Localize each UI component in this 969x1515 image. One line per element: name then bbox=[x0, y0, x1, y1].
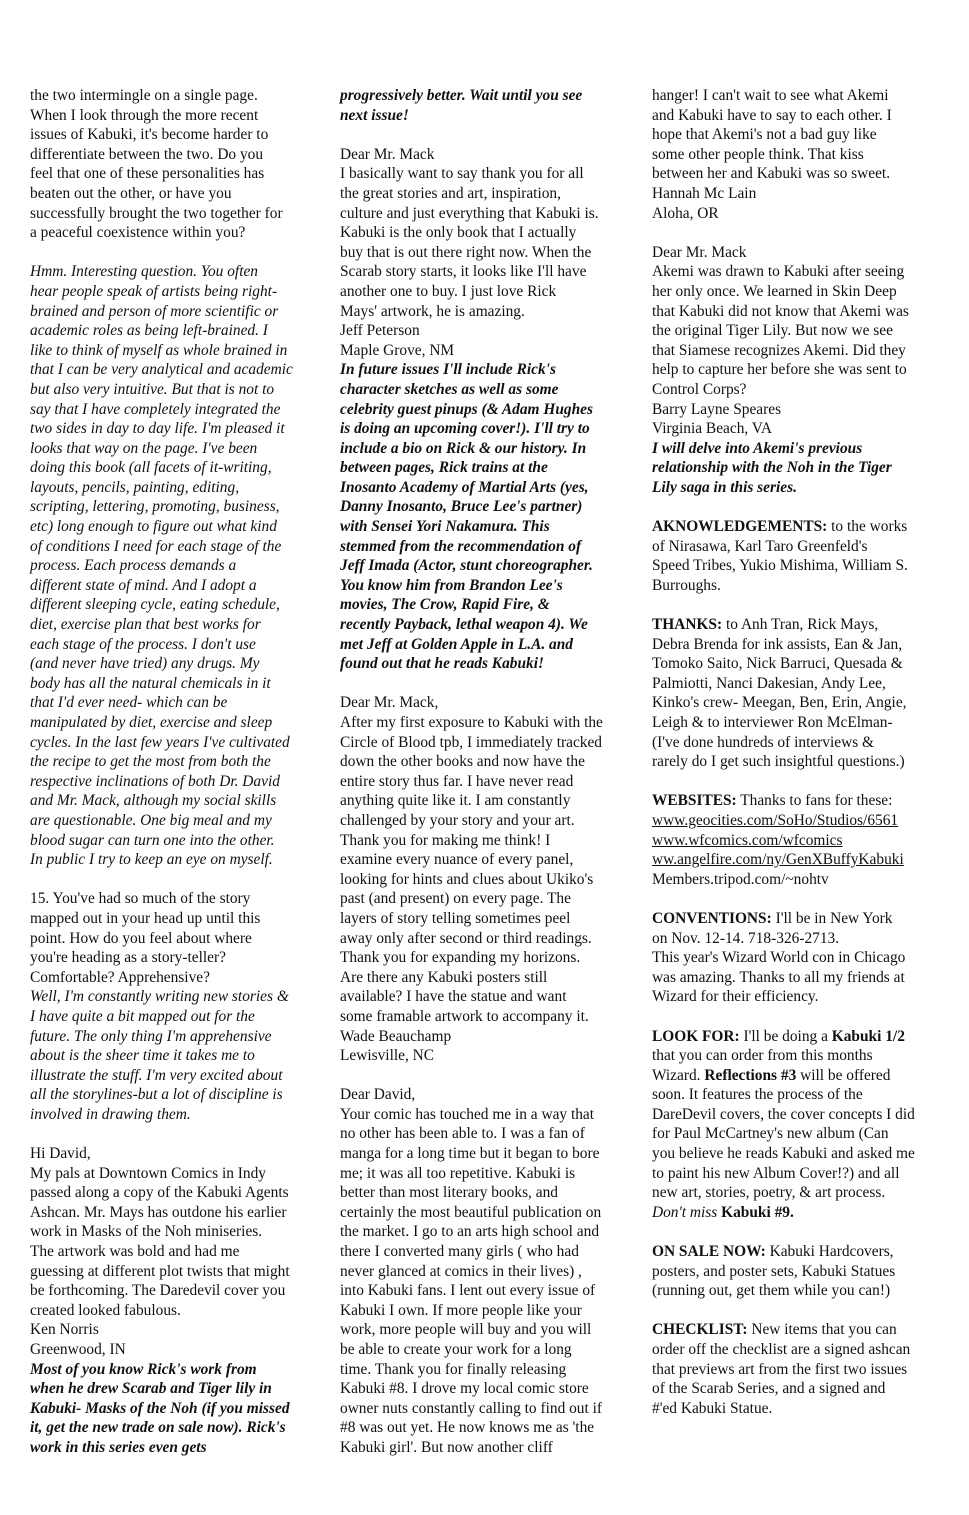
text-line: Well, I'm constantly writing new stories & bbox=[30, 988, 289, 1006]
text-line: different state of mind. And I adopt a bbox=[30, 576, 257, 594]
on-sale-section bbox=[652, 1242, 944, 1301]
text-line: Dear David, bbox=[340, 1086, 416, 1104]
text-line: Mays' artwork, he is amazing. bbox=[340, 302, 525, 320]
look-for-wizard: Wizard. bbox=[652, 1066, 705, 1084]
text-line: differentiate between the two. Do you bbox=[30, 145, 264, 163]
text-line: examine every nuance of every panel, bbox=[340, 851, 574, 869]
text-line: me; it was all too repetitive. Kabuki is bbox=[340, 1164, 576, 1182]
conventions-heading: CONVENTIONS: bbox=[652, 909, 772, 927]
thanks-section bbox=[652, 615, 944, 772]
text-line: Comfortable? Apprehensive? bbox=[30, 968, 210, 986]
text-line: Danny Inosanto, Bruce Lee's partner) bbox=[340, 498, 583, 516]
text-line: Akemi was drawn to Kabuki after seeing bbox=[652, 263, 905, 281]
text-line: Maple Grove, NM bbox=[340, 341, 455, 359]
text-line: involved in drawing them. bbox=[30, 1105, 191, 1123]
text-line: between her and Kabuki was so sweet. bbox=[652, 165, 891, 183]
look-for-line-2: that you can order from this months bbox=[652, 1047, 873, 1065]
interview-question-15 bbox=[30, 889, 322, 987]
website-link-wfcomics[interactable]: www.wfcomics.com/wfcomics bbox=[652, 831, 843, 849]
text-line: Thank you for expanding my horizons. bbox=[340, 949, 581, 967]
text-line: to paint his new Album Cover!?) and all bbox=[652, 1164, 900, 1182]
text-line: between pages, Rick trains at the bbox=[340, 459, 548, 477]
text-line: new art, stories, poetry, & art process. bbox=[652, 1184, 886, 1202]
text-line: available? I have the statue and want bbox=[340, 988, 567, 1006]
text-line: Aloha, OR bbox=[652, 204, 719, 222]
text-line: for Paul McCartney's new album (Can bbox=[652, 1125, 889, 1143]
text-line: are questionable. One big meal and my bbox=[30, 811, 272, 829]
text-line: (running out, get them while you can!) bbox=[652, 1282, 891, 1300]
text-line: Kabuki girl'. But now another cliff bbox=[340, 1438, 553, 1456]
look-for-dont-miss: Don't miss bbox=[652, 1203, 722, 1221]
text-line: about is the sheer time it takes me to bbox=[30, 1047, 255, 1065]
reply-ken-norris-continued bbox=[340, 86, 632, 125]
text-line: next issue! bbox=[340, 106, 409, 124]
checklist-body bbox=[652, 1340, 944, 1418]
text-line: My pals at Downtown Comics in Indy bbox=[30, 1164, 266, 1182]
text-line: down the other books and now have the bbox=[340, 753, 585, 771]
text-line: successfully brought the two together for bbox=[30, 204, 283, 222]
website-link-angelfire[interactable]: ww.angelfire.com/ny/GenXBuffyKabuki bbox=[652, 851, 904, 869]
text-line: Barry Layne Speares bbox=[652, 400, 782, 418]
text-line: In future issues I'll include Rick's bbox=[340, 361, 556, 379]
text-line: layouts, pencils, painting, editing, bbox=[30, 478, 240, 496]
text-line: doing this book (all facets of it-writing, bbox=[30, 459, 272, 477]
text-line: work in Masks of the Noh miniseries. bbox=[30, 1223, 263, 1241]
text-line: character sketches as well as some bbox=[340, 380, 559, 398]
text-line: layers of story telling sometimes peel bbox=[340, 909, 571, 927]
text-line: entire story thus far. I have never read bbox=[340, 772, 574, 790]
text-line: rarely do I get such insightful questions.) bbox=[652, 753, 905, 771]
text-line: Lily saga in this series. bbox=[652, 478, 797, 496]
text-line: another one to buy. I just love Rick bbox=[340, 282, 557, 300]
on-sale-heading: ON SALE NOW: bbox=[652, 1243, 766, 1261]
text-line: Hannah Mc Lain bbox=[652, 184, 757, 202]
text-line: some other people think. That kiss bbox=[652, 145, 864, 163]
text-line: Jeff Peterson bbox=[340, 322, 420, 340]
text-line: Circle of Blood tpb, I immediately tracked bbox=[340, 733, 602, 751]
text-line: relationship with the Noh in the Tiger bbox=[652, 459, 892, 477]
text-line: met Jeff at Golden Apple in L.A. and bbox=[340, 635, 573, 653]
text-line: academic roles as being left-brained. I bbox=[30, 322, 268, 340]
text-line: Dear Mr. Mack bbox=[340, 145, 435, 163]
text-line: include a bio on Rick & our history. In bbox=[340, 439, 587, 457]
conventions-first-line: I'll be in New York bbox=[771, 909, 893, 927]
letter-hannah-mc-lain-continued bbox=[652, 86, 944, 223]
look-for-text: I'll be doing a bbox=[739, 1027, 832, 1045]
text-line: stemmed from the recommendation of bbox=[340, 537, 582, 555]
text-line: Greenwood, IN bbox=[30, 1341, 126, 1358]
interview-question-14 bbox=[30, 86, 322, 243]
column-right bbox=[652, 86, 944, 1438]
letter-wade-beauchamp bbox=[340, 693, 632, 1065]
text-line: the great stories and art, inspiration, bbox=[340, 184, 561, 202]
text-line: progressively better. Wait until you see bbox=[340, 87, 583, 104]
text-line: Tomoko Saito, Nick Barruci, Quesada & bbox=[652, 655, 903, 673]
text-line: is doing an upcoming cover!). I'll try to bbox=[340, 420, 590, 438]
website-tripod: Members.tripod.com/~nohtv bbox=[652, 870, 829, 888]
look-for-kabuki-9: Kabuki #9. bbox=[721, 1203, 794, 1221]
text-line: her only once. We learned in Skin Deep bbox=[652, 282, 897, 300]
reply-ken-norris bbox=[30, 1360, 322, 1458]
text-line: feel that one of these personalities has bbox=[30, 165, 265, 183]
text-line: of conditions I need for each stage of the bbox=[30, 537, 282, 555]
text-line: Wade Beauchamp bbox=[340, 1027, 452, 1045]
text-line: found out that he reads Kabuki! bbox=[340, 655, 544, 673]
text-line: on Nov. 12-14. 718-326-2713. bbox=[652, 929, 840, 947]
text-line: the market. I go to an arts high school and bbox=[340, 1223, 600, 1241]
text-line: a peaceful coexistence within you? bbox=[30, 224, 246, 242]
text-line: This year's Wizard World con in Chicago bbox=[652, 949, 906, 967]
text-line: work in this series even gets bbox=[30, 1438, 207, 1456]
text-line: hear people speak of artists being right- bbox=[30, 282, 278, 300]
checklist-first-line: New items that you can bbox=[747, 1321, 897, 1339]
checklist-heading: CHECKLIST: bbox=[652, 1321, 748, 1339]
text-line: issues of Kabuki, it's become harder to bbox=[30, 126, 269, 144]
text-line: be forthcoming. The Daredevil cover you bbox=[30, 1282, 286, 1300]
text-line: I have quite a bit mapped out for the bbox=[30, 1007, 255, 1025]
text-line: Kabuki #8. I drove my local comic store bbox=[340, 1380, 589, 1398]
text-line: but also very intuitive. But that is not to bbox=[30, 380, 275, 398]
text-line: all the storylines-but a lot of discipline is bbox=[30, 1086, 283, 1104]
website-link-geocities[interactable]: www.geocities.com/SoHo/Studios/6561 bbox=[652, 811, 899, 829]
text-line: scripting, lettering, promoting, business, bbox=[30, 498, 280, 516]
text-line: After my first exposure to Kabuki with the bbox=[340, 714, 603, 731]
text-line: Dear Mr. Mack, bbox=[340, 694, 439, 712]
text-line: Thank you for making me think! I bbox=[340, 831, 551, 849]
text-line: mapped out in your head up until this bbox=[30, 909, 261, 927]
text-line: I will delve into Akemi's previous bbox=[652, 439, 863, 457]
text-line: never glanced at comics in their lives) , bbox=[340, 1262, 582, 1280]
text-line: Kabuki- Masks of the Noh (if you missed bbox=[30, 1399, 290, 1417]
text-line: the two intermingle on a single page. bbox=[30, 87, 258, 104]
text-line: the recipe to get the most from both the bbox=[30, 753, 271, 771]
text-line: Kabuki I own. If more people like your bbox=[340, 1301, 582, 1319]
text-line: Leigh & to interviewer Ron McElman- bbox=[652, 714, 893, 731]
text-line: hanger! I can't wait to see what Akemi bbox=[652, 87, 889, 104]
text-line: body has all the natural chemicals in it bbox=[30, 674, 271, 692]
text-line: respective inclinations of both Dr. David bbox=[30, 772, 280, 790]
text-line: hope that Akemi's not a bad guy like bbox=[652, 126, 877, 144]
text-line: Burroughs. bbox=[652, 576, 721, 594]
text-line: Wizard for their efficiency. bbox=[652, 988, 819, 1006]
letter-ken-norris bbox=[30, 1144, 322, 1360]
text-line: like to think of myself as whole brained in bbox=[30, 341, 288, 359]
text-line: brained and person of more scientific or bbox=[30, 302, 279, 320]
text-line: 15. You've had so much of the story bbox=[30, 890, 251, 908]
text-line: Ken Norris bbox=[30, 1321, 99, 1339]
column-left bbox=[30, 86, 322, 1458]
text-line: Jeff Imada (Actor, stunt choreographer. bbox=[340, 557, 593, 575]
on-sale-body bbox=[652, 1262, 944, 1301]
text-line: Most of you know Rick's work from bbox=[30, 1360, 257, 1378]
text-line: Your comic has touched me in a way that bbox=[340, 1105, 595, 1123]
look-for-heading: LOOK FOR: bbox=[652, 1027, 740, 1045]
text-line: The artwork was bold and had me bbox=[30, 1243, 240, 1261]
text-line: point. How do you feel about where bbox=[30, 929, 252, 947]
look-for-kabuki-half: Kabuki 1/2 bbox=[831, 1027, 905, 1045]
text-line: each stage of the process. I don't use bbox=[30, 635, 256, 653]
text-line: of Nirasawa, Karl Taro Greenfeld's bbox=[652, 537, 868, 555]
text-line: and Mr. Mack, although my social skills bbox=[30, 792, 277, 810]
thanks-first-line: to Anh Tran, Rick Mays, bbox=[722, 616, 879, 634]
text-line: created looked fabulous. bbox=[30, 1301, 181, 1319]
text-line: guessing at different plot twists that might bbox=[30, 1262, 290, 1280]
websites-heading: WEBSITES: bbox=[652, 792, 737, 810]
text-line: Virginia Beach, VA bbox=[652, 420, 773, 438]
text-line: #'ed Kabuki Statue. bbox=[652, 1399, 773, 1417]
text-line: Lewisville, NC bbox=[340, 1047, 435, 1065]
text-line: etc) long enough to figure out what kind bbox=[30, 518, 277, 536]
text-line: order off the checklist are a signed ashcan bbox=[652, 1341, 911, 1358]
interview-answer-14 bbox=[30, 262, 322, 869]
text-line: looking for hints and clues about Ukiko's bbox=[340, 870, 594, 888]
text-line: Hi David, bbox=[30, 1145, 91, 1163]
text-line: Are there any Kabuki posters still bbox=[340, 968, 548, 986]
text-line: future. The only thing I'm apprehensive bbox=[30, 1027, 272, 1045]
text-line: help to capture her before she was sent to bbox=[652, 361, 907, 379]
text-line: Dear Mr. Mack bbox=[652, 243, 747, 261]
acknowledgements-first-line: to the works bbox=[827, 518, 908, 536]
text-line: passed along a copy of the Kabuki Agents bbox=[30, 1184, 289, 1202]
text-line: work, more people will buy and you will bbox=[340, 1321, 592, 1339]
text-line: buy that is out there right now. When the bbox=[340, 243, 592, 261]
text-line: Speed Tribes, Yukio Mishima, William S. bbox=[652, 557, 908, 575]
text-line: certainly the most beautiful publication on bbox=[340, 1203, 602, 1221]
text-line: was amazing. Thanks to all my friends at bbox=[652, 968, 905, 986]
thanks-body bbox=[652, 635, 944, 772]
text-line: no other has been able to. I was a fan of bbox=[340, 1125, 585, 1143]
text-line: that previews art from the first two issues bbox=[652, 1360, 908, 1378]
text-line: When I look through the more recent bbox=[30, 106, 259, 124]
text-line: with Sensei Yori Nakamura. This bbox=[340, 518, 550, 536]
text-line: In public I try to keep an eye on myself. bbox=[30, 851, 273, 869]
text-line: owner nuts constantly calling to find out if bbox=[340, 1399, 603, 1417]
text-line: Hmm. Interesting question. You often bbox=[30, 263, 259, 281]
conventions-section bbox=[652, 909, 944, 1007]
look-for-offered: will be offered bbox=[796, 1066, 891, 1084]
checklist-section bbox=[652, 1320, 944, 1418]
text-line: you believe he reads Kabuki and asked me bbox=[652, 1145, 915, 1163]
look-for-section bbox=[652, 1027, 944, 1223]
text-line: You know him from Brandon Lee's bbox=[340, 576, 563, 594]
reply-jeff-peterson bbox=[340, 360, 632, 674]
text-line: beaten out the other, or have you bbox=[30, 184, 232, 202]
text-line: you're heading as a story-teller? bbox=[30, 949, 226, 967]
text-line: better than most literary books, and bbox=[340, 1184, 558, 1202]
interview-answer-15 bbox=[30, 987, 322, 1124]
text-line: (and never have tried) any drugs. My bbox=[30, 655, 260, 673]
websites-first-line: Thanks to fans for these: bbox=[736, 792, 893, 810]
text-line: recently Payback, lethal weapon 4). We bbox=[340, 616, 588, 634]
text-line: diet, exercise plan that best works for bbox=[30, 616, 261, 634]
text-line: Kinko's crew- Meegan, Ben, Erin, Angie, bbox=[652, 694, 907, 712]
text-line: two sides in day to day life. I'm pleased it bbox=[30, 420, 285, 438]
text-line: celebrity guest pinups (& Adam Hughes bbox=[340, 400, 593, 418]
text-line: soon. It features the process of the bbox=[652, 1086, 863, 1104]
text-line: the original Tiger Lily. But now we see bbox=[652, 322, 893, 340]
text-line: past (and present) on every page. The bbox=[340, 890, 571, 908]
text-line: of the Scarab Series, and a signed and bbox=[652, 1380, 886, 1398]
text-line: different sleeping cycle, eating schedule, bbox=[30, 596, 280, 614]
letter-barry-layne-speares bbox=[652, 243, 944, 439]
text-line: some framable artwork to accompany it. bbox=[340, 1007, 589, 1025]
letter-jeff-peterson bbox=[340, 145, 632, 361]
text-line: cycles. In the last few years I've cultivated bbox=[30, 733, 290, 751]
text-line: blood sugar can turn one into the other. bbox=[30, 831, 275, 849]
text-line: Inosanto Academy of Martial Arts (yes, bbox=[340, 478, 589, 496]
text-line: Palmiotti, Nanci Dakesian, Andy Lee, bbox=[652, 674, 886, 692]
look-for-body bbox=[652, 1085, 944, 1203]
column-middle bbox=[340, 86, 632, 1458]
text-line: culture and just everything that Kabuki is. bbox=[340, 204, 599, 222]
text-line: Debra Brenda for ink assists, Ean & Jan, bbox=[652, 635, 903, 653]
text-line: time. Thank you for finally releasing bbox=[340, 1360, 567, 1378]
text-line: manipulated by diet, exercise and sleep bbox=[30, 714, 273, 731]
text-line: anything quite like it. I am constantly bbox=[340, 792, 571, 810]
letter-hannah-mc-lain bbox=[340, 1085, 632, 1457]
on-sale-first-line: Kabuki Hardcovers, bbox=[765, 1243, 894, 1261]
text-line: #8 was out yet. He now knows me as 'the bbox=[340, 1419, 595, 1437]
text-line: manga for a long time but it began to bore bbox=[340, 1145, 600, 1163]
text-line: away only after second or third readings. bbox=[340, 929, 592, 947]
text-line: I basically want to say thank you for all bbox=[340, 165, 584, 183]
text-line: there I converted many girls ( who had bbox=[340, 1243, 579, 1261]
text-line: when he drew Scarab and Tiger lily in bbox=[30, 1380, 272, 1398]
text-line: it, get the new trade on sale now). Rick's bbox=[30, 1419, 286, 1437]
text-line: into Kabuki fans. I lent out every issue of bbox=[340, 1282, 596, 1300]
text-line: (I've done hundreds of interviews & bbox=[652, 733, 875, 751]
text-line: challenged by your story and your art. bbox=[340, 811, 575, 829]
reply-barry-layne-speares bbox=[652, 439, 944, 498]
conventions-body bbox=[652, 929, 944, 1007]
text-line: and Kabuki have to say to each other. I bbox=[652, 106, 892, 124]
text-line: Ashcan. Mr. Mays has outdone his earlier bbox=[30, 1203, 287, 1221]
text-line: DareDevil covers, the cover concepts I did bbox=[652, 1105, 915, 1123]
text-line: that I'd ever need- which can be bbox=[30, 694, 228, 712]
text-line: that Kabuki did not know that Akemi was bbox=[652, 302, 909, 320]
text-line: Kabuki is the only book that I actually bbox=[340, 224, 577, 242]
acknowledgements-section bbox=[652, 517, 944, 595]
thanks-heading: THANKS: bbox=[652, 616, 723, 634]
text-line: that Siamese recognizes Akemi. Did they bbox=[652, 341, 906, 359]
websites-section bbox=[652, 791, 944, 889]
text-line: Scarab story starts, it looks like I'll have bbox=[340, 263, 587, 281]
text-line: Control Corps? bbox=[652, 380, 747, 398]
text-line: that I can be very analytical and academic bbox=[30, 361, 293, 379]
text-line: looks that way on the page. I've been bbox=[30, 439, 258, 457]
text-line: process. Each process demands a bbox=[30, 557, 237, 575]
text-line: movies, The Crow, Rapid Fire, & bbox=[340, 596, 550, 614]
text-line: say that I have completely integrated the bbox=[30, 400, 281, 418]
acknowledgements-body bbox=[652, 537, 944, 596]
text-line: illustrate the stuff. I'm very excited about bbox=[30, 1066, 283, 1084]
text-line: posters, and poster sets, Kabuki Statues bbox=[652, 1262, 896, 1280]
look-for-reflections: Reflections #3 bbox=[704, 1066, 797, 1084]
text-line: be able to create your work for a long bbox=[340, 1341, 572, 1358]
acknowledgements-heading: AKNOWLEDGEMENTS: bbox=[652, 518, 828, 536]
